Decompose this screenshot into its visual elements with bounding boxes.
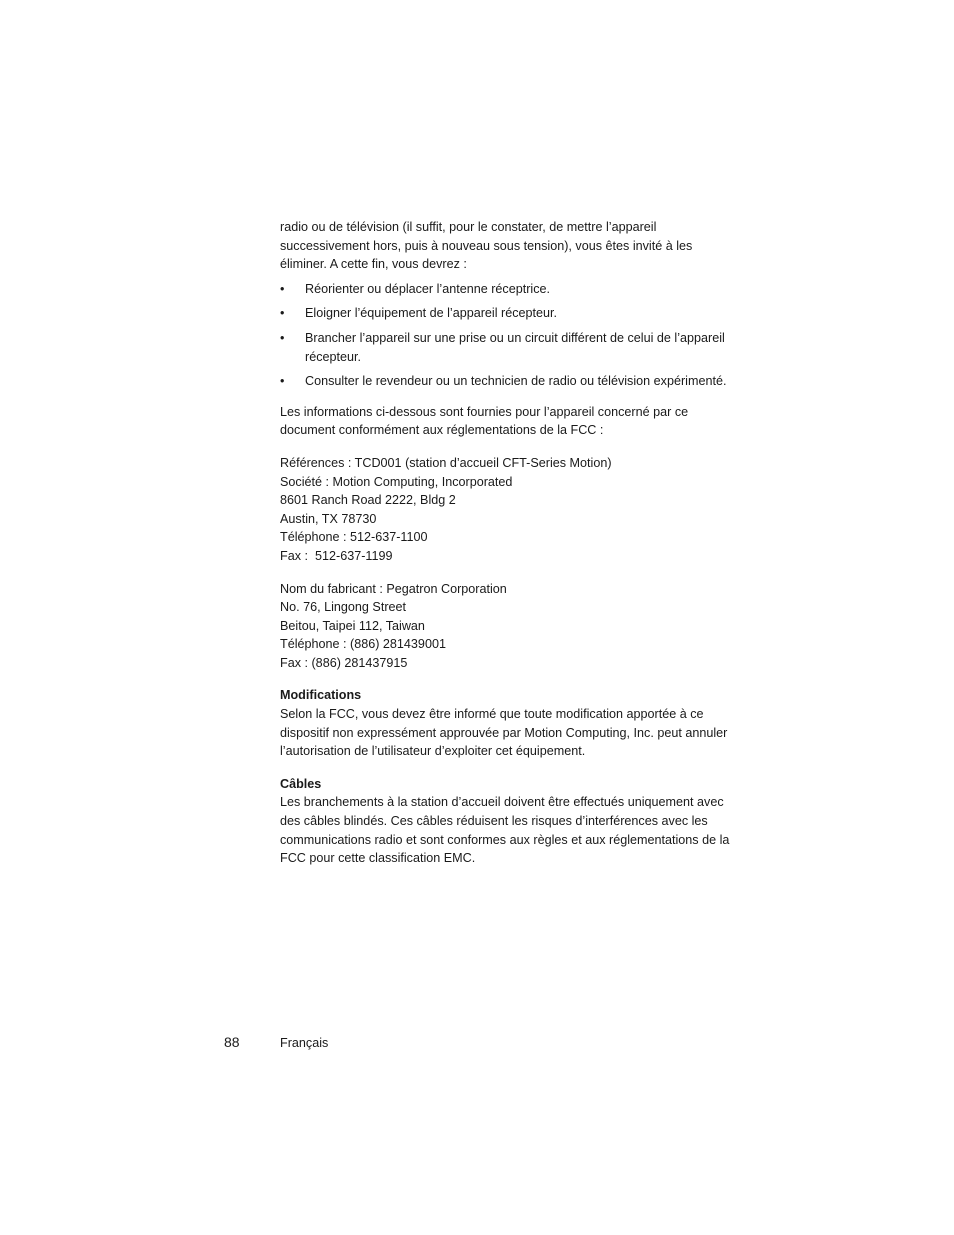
list-item-text: Consulter le revendeur ou un technicien de radio ou télévision expérimenté. [305, 374, 727, 389]
cables-text: Les branchements à la station d’accueil doivent être effectués uniquement avec des câbles blindés. Ces câbles réduisent les risques d’interférences avec les communications radio et sont conformes aux règles et aux réglementations de la FCC pour cette classification EMC. [280, 795, 730, 866]
footer-language: Français [280, 1036, 329, 1050]
list-item [280, 304, 730, 323]
address-line: 8601 Ranch Road 2222, Bldg 2 [280, 493, 456, 508]
bullet-icon: • [280, 281, 285, 296]
address-line: Beitou, Taipei 112, Taiwan [280, 618, 425, 633]
list-item-text: Eloigner l’équipement de l’appareil récepteur. [305, 306, 558, 321]
address-line: Nom du fabricant : Pegatron Corporation [280, 581, 507, 596]
modifications-heading: Modifications [280, 688, 362, 703]
bullet-icon: • [280, 306, 285, 321]
remedy-list [280, 280, 730, 391]
address-line: Société : Motion Computing, Incorporated [280, 474, 513, 489]
manufacturer-block [280, 580, 730, 673]
list-item-text: Brancher l’appareil sur une prise ou un circuit différent de celui de l’appareil récepteur. [305, 330, 725, 364]
address-line: Fax : (886) 281437915 [280, 655, 408, 670]
list-item [280, 280, 730, 299]
page-body [280, 218, 730, 868]
list-item-text: Réorienter ou déplacer l’antenne réceptrice. [305, 281, 551, 296]
page-number: 88 [224, 1034, 240, 1050]
address-line: Téléphone : (886) 281439001 [280, 637, 446, 652]
bullet-icon: • [280, 330, 285, 345]
address-line: Fax : 512-637-1199 [280, 548, 393, 563]
address-line: Austin, TX 78730 [280, 511, 377, 526]
address-line: No. 76, Lingong Street [280, 600, 407, 615]
address-line: Téléphone : 512-637-1100 [280, 530, 428, 545]
cables-heading: Câbles [280, 776, 322, 791]
responsible-party-block [280, 454, 730, 566]
intro-paragraph: radio ou de télévision (il suffit, pour le constater, de mettre l’appareil successivement hors, puis à nouveau sous tension), vous êtes invité à les éliminer. A cette fin, vous devrez : [280, 220, 693, 272]
modifications-text: Selon la FCC, vous devez être informé que toute modification apportée à ce dispositif non expressément approuvée par Motion Computing, Inc. peut annuler l’autorisation de l’utilisateur d’exploiter cet équipement. [280, 707, 728, 759]
bullet-icon: • [280, 374, 285, 389]
list-item [280, 329, 730, 366]
info-paragraph: Les informations ci-dessous sont fournies pour l’appareil concerné par ce document conformément aux réglementations de la FCC : [280, 404, 689, 438]
address-line: Références : TCD001 (station d’accueil CFT-Series Motion) [280, 455, 612, 470]
list-item [280, 372, 730, 391]
